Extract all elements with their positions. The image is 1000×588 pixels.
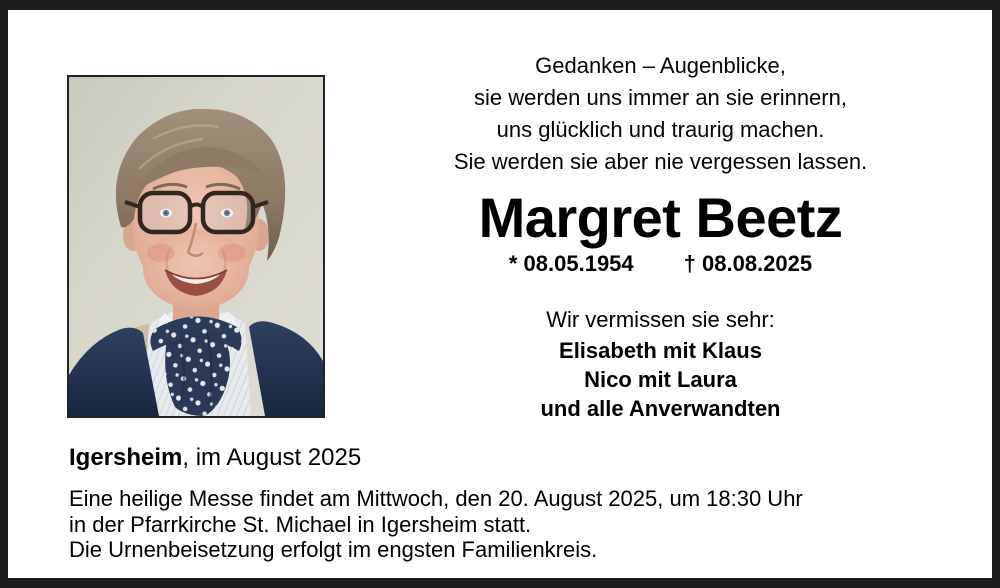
death-date: † 08.08.2025 (683, 251, 813, 276)
memorial-poem (348, 50, 973, 178)
burial-announcement: Die Urnenbeisetzung erfolgt im engsten Familienkreis. (69, 537, 598, 562)
poem-line: uns glücklich und traurig machen. (496, 117, 825, 142)
place-name: Igersheim (69, 444, 183, 471)
mourner-line: und alle Anverwandten (540, 396, 781, 421)
service-announcement (69, 486, 829, 538)
portrait-illustration (69, 77, 323, 416)
mourners-list (348, 336, 973, 423)
place-date-suffix: , im August 2025 (182, 444, 362, 471)
service-line: Eine heilige Messe findet am Mittwoch, den 20. August 2025, um 18:30 Uhr (69, 486, 803, 511)
poem-line: Gedanken – Augenblicke, (535, 53, 786, 78)
place-date-line (69, 443, 361, 473)
missing-intro: Wir vermissen sie sehr: (546, 307, 775, 332)
birth-date: * 08.05.1954 (508, 251, 634, 276)
poem-line: Sie werden sie aber nie vergessen lassen. (453, 149, 868, 174)
mourner-line: Elisabeth mit Klaus (559, 338, 762, 363)
poem-line: sie werden uns immer an sie erinnern, (474, 85, 847, 110)
service-line: in der Pfarrkirche St. Michael in Igersheim statt. (69, 512, 532, 537)
life-dates (348, 251, 973, 277)
mourner-line: Nico mit Laura (584, 367, 737, 392)
notice-paper (8, 10, 992, 578)
portrait-photo (67, 75, 325, 418)
deceased-name: Margret Beetz (478, 186, 843, 249)
